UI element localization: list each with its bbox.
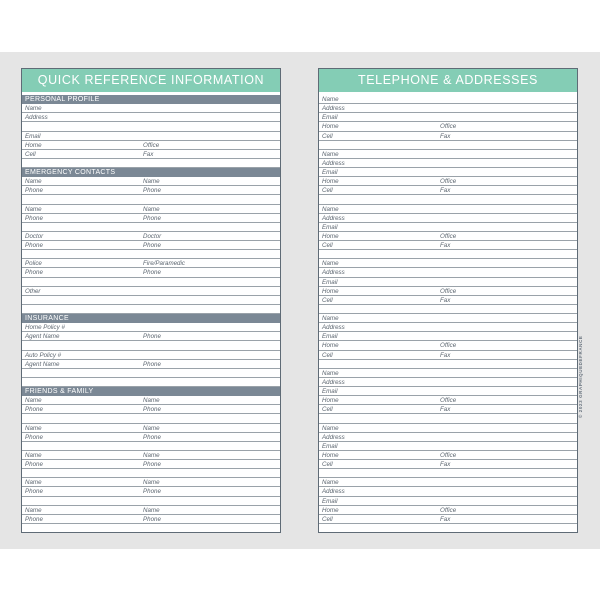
form-row[interactable] (22, 506, 280, 515)
form-row[interactable] (319, 177, 577, 186)
field-label: Cell (322, 351, 333, 359)
field-label: Address (322, 378, 345, 386)
field-label: Auto Policy # (25, 351, 62, 359)
form-row[interactable] (319, 259, 577, 268)
form-row[interactable] (22, 451, 280, 460)
form-row[interactable] (22, 497, 280, 506)
form-row[interactable] (22, 214, 280, 223)
field-label-secondary: Phone (143, 488, 161, 496)
form-row[interactable] (22, 460, 280, 469)
field-label-secondary: Phone (143, 360, 161, 368)
section-header (22, 314, 280, 323)
form-row[interactable] (22, 405, 280, 414)
form-row[interactable] (319, 186, 577, 195)
field-label-secondary: Name (143, 397, 160, 405)
form-row[interactable] (22, 150, 280, 159)
field-label-secondary: Name (143, 205, 160, 213)
field-label: Name (322, 205, 339, 213)
form-row[interactable] (22, 414, 280, 423)
field-label-secondary: Name (143, 506, 160, 514)
field-label: Home (322, 451, 339, 459)
field-label: Phone (25, 406, 43, 414)
form-row[interactable] (319, 241, 577, 250)
field-label-secondary: Phone (143, 214, 161, 222)
form-row[interactable] (319, 104, 577, 113)
field-label: Name (25, 105, 42, 113)
field-label: Home (322, 506, 339, 514)
form-row[interactable] (319, 378, 577, 387)
field-label: Name (322, 424, 339, 432)
form-row[interactable] (319, 433, 577, 442)
form-row[interactable] (319, 396, 577, 405)
field-label-secondary: Phone (143, 187, 161, 195)
field-label: Name (25, 506, 42, 514)
field-label: Home Policy # (25, 324, 65, 332)
form-row[interactable] (22, 287, 280, 296)
field-label-secondary: Phone (143, 269, 161, 277)
form-row[interactable] (319, 387, 577, 396)
form-row[interactable] (319, 287, 577, 296)
form-row[interactable] (319, 150, 577, 159)
field-label: Name (322, 479, 339, 487)
form-row[interactable] (22, 478, 280, 487)
field-label-secondary: Fax (440, 187, 451, 195)
form-row[interactable] (319, 487, 577, 496)
field-label: Email (322, 278, 338, 286)
form-row[interactable] (22, 351, 280, 360)
form-row[interactable] (319, 113, 577, 122)
field-label-secondary: Phone (143, 515, 161, 523)
field-label: Phone (25, 461, 43, 468)
form-row[interactable] (319, 250, 577, 259)
form-row[interactable] (319, 314, 577, 323)
field-label: Name (322, 260, 339, 268)
field-label-secondary: Office (440, 123, 457, 131)
field-label-secondary: Fax (440, 351, 451, 359)
field-label: Name (322, 315, 339, 322)
field-label-secondary: Fax (440, 406, 451, 414)
field-label: Phone (25, 242, 43, 249)
form-row[interactable] (319, 296, 577, 305)
form-row[interactable] (22, 186, 280, 195)
page-title: QUICK REFERENCE INFORMATION (22, 69, 280, 92)
field-label: Email (322, 114, 338, 122)
field-label: Name (25, 479, 42, 487)
form-row[interactable] (22, 232, 280, 241)
form-row[interactable] (22, 433, 280, 442)
form-row[interactable] (319, 305, 577, 314)
field-label: Cell (322, 187, 333, 195)
field-label: Home (322, 178, 339, 186)
field-label: Name (322, 96, 339, 103)
field-label: Name (322, 150, 339, 158)
form-row[interactable] (319, 195, 577, 204)
copyright-text: © 2023 GRAPHIQUEDEFRANCE (578, 335, 583, 418)
field-label-secondary: Name (143, 178, 160, 186)
form-row[interactable] (22, 305, 280, 314)
field-label-secondary: Office (440, 451, 457, 459)
field-label: Email (322, 442, 338, 450)
form-row[interactable] (22, 122, 280, 131)
form-row[interactable] (319, 524, 577, 533)
form-row[interactable] (22, 159, 280, 168)
field-label: Police (25, 260, 42, 268)
form-row[interactable] (22, 396, 280, 405)
field-label-secondary: Fax (440, 132, 451, 140)
form-row[interactable] (22, 205, 280, 214)
form-row[interactable] (319, 360, 577, 369)
form-row[interactable] (22, 323, 280, 332)
form-row[interactable] (319, 478, 577, 487)
field-label: Email (322, 333, 338, 341)
form-row[interactable] (22, 250, 280, 259)
field-label-secondary: Phone (143, 461, 161, 468)
form-row[interactable] (319, 497, 577, 506)
form-row[interactable] (22, 469, 280, 478)
form-row[interactable] (319, 469, 577, 478)
field-label-secondary: Fax (440, 242, 451, 249)
form-row[interactable] (22, 360, 280, 369)
field-label: Cell (322, 242, 333, 249)
quick-reference-page (21, 68, 281, 533)
field-label: Phone (25, 515, 43, 523)
field-label: Address (25, 114, 48, 122)
field-label: Phone (25, 488, 43, 496)
field-label: Name (25, 451, 42, 459)
field-label: Agent Name (25, 360, 60, 368)
field-label-secondary: Phone (143, 406, 161, 414)
form-row[interactable] (319, 95, 577, 104)
field-label-secondary: Name (143, 424, 160, 432)
field-label: Home (25, 141, 42, 149)
form-row[interactable] (22, 241, 280, 250)
form-row[interactable] (22, 195, 280, 204)
form-row[interactable] (319, 223, 577, 232)
field-label: Name (25, 424, 42, 432)
form-row[interactable] (319, 122, 577, 131)
form-row[interactable] (319, 323, 577, 332)
form-row[interactable] (22, 524, 280, 533)
field-label: Cell (322, 406, 333, 414)
form-row[interactable] (22, 369, 280, 378)
field-label: Cell (322, 515, 333, 523)
field-label-secondary: Fax (440, 515, 451, 523)
form-row[interactable] (22, 515, 280, 524)
form-row[interactable] (22, 268, 280, 277)
form-row[interactable] (22, 332, 280, 341)
form-row[interactable] (22, 177, 280, 186)
form-row[interactable] (319, 232, 577, 241)
form-row[interactable] (22, 341, 280, 350)
form-row[interactable] (319, 214, 577, 223)
form-row[interactable] (319, 332, 577, 341)
form-row[interactable] (22, 259, 280, 268)
section-header (22, 387, 280, 396)
field-label: Name (25, 205, 42, 213)
field-label-secondary: Office (440, 397, 457, 405)
field-label: Cell (322, 132, 333, 140)
form-row[interactable] (319, 278, 577, 287)
field-label-secondary: Fax (440, 296, 451, 304)
field-label-secondary: Office (440, 178, 457, 186)
field-label-secondary: Fire/Paramedic (143, 260, 185, 268)
field-label: Address (322, 159, 345, 167)
field-label: Address (322, 214, 345, 222)
section-header (22, 95, 280, 104)
field-label: Address (322, 433, 345, 441)
field-label: Address (322, 488, 345, 496)
section-title: PERSONAL PROFILE (25, 96, 100, 103)
form-row[interactable] (22, 487, 280, 496)
form-row[interactable] (319, 205, 577, 214)
field-label: Email (25, 132, 41, 140)
field-label: Name (322, 369, 339, 377)
form-row[interactable] (319, 451, 577, 460)
telephone-addresses-page (318, 68, 578, 533)
field-label-secondary: Phone (143, 242, 161, 249)
form-row[interactable] (22, 223, 280, 232)
field-label-secondary: Office (440, 232, 457, 240)
field-label-secondary: Phone (143, 333, 161, 341)
form-row[interactable] (22, 296, 280, 305)
form-row[interactable] (319, 141, 577, 150)
field-label: Cell (322, 461, 333, 468)
form-row[interactable] (319, 268, 577, 277)
field-label: Email (322, 388, 338, 395)
field-label-secondary: Name (143, 479, 160, 487)
form-row[interactable] (22, 141, 280, 150)
section-header (22, 168, 280, 177)
field-label-secondary: Office (440, 506, 457, 514)
field-label: Address (322, 269, 345, 277)
field-label: Phone (25, 433, 43, 441)
form-row[interactable] (319, 424, 577, 433)
field-label: Email (322, 223, 338, 231)
form-row[interactable] (319, 405, 577, 414)
form-row[interactable] (319, 351, 577, 360)
form-row[interactable] (22, 378, 280, 387)
field-label: Phone (25, 187, 43, 195)
field-label-secondary: Office (143, 141, 160, 149)
page-title: TELEPHONE & ADDRESSES (319, 69, 577, 92)
field-label-secondary: Fax (143, 150, 154, 158)
field-label-secondary: Phone (143, 433, 161, 441)
field-label: Other (25, 287, 41, 295)
form-row[interactable] (319, 341, 577, 350)
field-label: Home (322, 397, 339, 405)
form-row[interactable] (22, 104, 280, 113)
field-label-secondary: Name (143, 451, 160, 459)
field-label: Address (322, 105, 345, 113)
section-title: EMERGENCY CONTACTS (25, 169, 116, 176)
field-label: Cell (25, 150, 36, 158)
field-label: Phone (25, 269, 43, 277)
field-label: Phone (25, 214, 43, 222)
form-row[interactable] (319, 414, 577, 423)
form-row[interactable] (319, 515, 577, 524)
form-row[interactable] (319, 132, 577, 141)
form-lines (22, 95, 280, 533)
form-row[interactable] (22, 132, 280, 141)
field-label: Address (322, 324, 345, 332)
field-label: Home (322, 232, 339, 240)
form-row[interactable] (319, 369, 577, 378)
field-label-secondary: Office (440, 287, 457, 295)
form-row[interactable] (22, 424, 280, 433)
form-row[interactable] (319, 159, 577, 168)
field-label-secondary: Office (440, 342, 457, 350)
section-title: FRIENDS & FAMILY (25, 388, 94, 395)
field-label: Doctor (25, 232, 44, 240)
field-label: Agent Name (25, 333, 60, 341)
form-row[interactable] (22, 113, 280, 122)
field-label-secondary: Doctor (143, 232, 162, 240)
field-label: Cell (322, 296, 333, 304)
field-label-secondary: Fax (440, 461, 451, 468)
field-label: Email (322, 169, 338, 176)
form-row[interactable] (319, 460, 577, 469)
field-label: Home (322, 287, 339, 295)
field-label: Home (322, 342, 339, 350)
form-row[interactable] (319, 168, 577, 177)
form-row[interactable] (319, 506, 577, 515)
form-lines (319, 95, 577, 533)
form-row[interactable] (319, 442, 577, 451)
field-label: Name (25, 397, 42, 405)
form-row[interactable] (22, 442, 280, 451)
section-title: INSURANCE (25, 315, 69, 322)
field-label: Home (322, 123, 339, 131)
form-row[interactable] (22, 278, 280, 287)
field-label: Email (322, 497, 338, 505)
field-label: Name (25, 178, 42, 186)
